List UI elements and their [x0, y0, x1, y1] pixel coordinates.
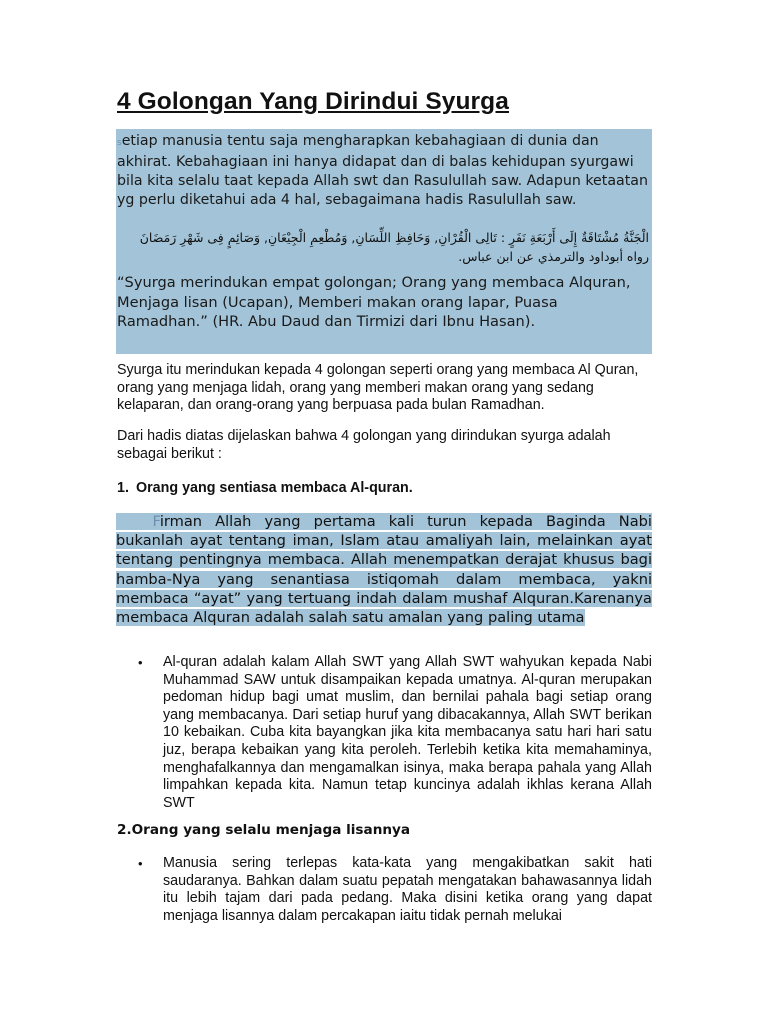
- firman-text: irman Allah yang pertama kali turun kepada Baginda Nabi bukanlah ayat tentang iman, Islam atau amaliyah lain, melainkan ayat tentang pentingnya membaca. Allah menempatkan derajat khusus bagi hamba-Nya yang senantiasa istiqomah dalam membaca, yakni membaca “ayat” yang tertuang indah dalam mushaf Alquran.Karenanya membaca Alquran adalah salah satu amalan yang paling utama: [116, 513, 652, 627]
- intro-text: etiap manusia tentu saja mengharapkan kebahagiaan di dunia dan akhirat. Kebahagiaan ini hanya didapat dan di balas kehidupan syurgawi bila kita selalu taat kepada Allah swt dan Rasulullah saw. Adapun ketaatan yg perlu diketahui ada 4 hal, sebagaimana hadis Rasulullah saw.: [117, 133, 648, 208]
- bullet-icon: •: [138, 856, 143, 871]
- firman-paragraph: [116, 512, 652, 627]
- list-item-text: Manusia sering terlepas kata-kata yang mengakibatkan sakit hati saudaranya. Bahkan dalam suatu pepatah mengatakan bahawasannya lidah itu lebih tajam dari pada pedang. Maka disini ketika orang yang dapat menjaga lisannya dalam percakapan iaitu tidak pernah melukai: [163, 855, 652, 924]
- list-item-text: Al-quran adalah kalam Allah SWT yang Allah SWT wahyukan kepada Nabi Muhammad SAW untuk disampaikan kepada umatnya. Al-quran merupakan pedoman hidup bagi umat muslim, dan bernilai pahala bagi setiap orang yang membacanya. Dari setiap huruf yang dibacakannya, Allah SWT berikan 10 kebaikan. Cuba kita bayangkan jika kita membacanya satu hari hari satu juz, berapa kebaikan yang kita peroleh. Terlebih ketika kita memahaminya, menghafalkannya dan mengamalkan isinya, maka berapa pahala yang Allah limpahkan kepada kita. Namun tetap kuncinya adalah ikhlas kerana Allah SWT: [163, 654, 652, 811]
- section-heading-1: [117, 480, 413, 496]
- list-item: [138, 855, 652, 925]
- body-paragraph-2: Dari hadis diatas dijelaskan bahwa 4 golongan yang dirindukan syurga adalah sebagai berikut :: [117, 428, 611, 462]
- section-heading-text: Orang yang sentiasa membaca Al-quran.: [136, 480, 413, 496]
- firman-drop-letter: F: [152, 513, 160, 530]
- bullet-icon: •: [138, 655, 143, 670]
- firman-highlight: [116, 513, 652, 626]
- intro-drop-letter: s: [117, 138, 122, 148]
- arabic-narrator-line: رواه أبوداود والترمذي عن ابن عباس.: [458, 249, 649, 264]
- hadith-translation-quote: “Syurga merindukan empat golongan; Orang yang membaca Alquran, Menjaga lisan (Ucapan), Memberi makan orang lapar, Puasa Ramadhan.” (HR. Abu Daud dan Tirmizi dari Ibnu Hasan).: [117, 274, 631, 330]
- section-number: 1.: [117, 480, 129, 496]
- section-heading-2: 2.Orang yang selalu menjaga lisannya: [117, 822, 411, 838]
- intro-paragraph: [117, 132, 651, 210]
- body-paragraph-1: Syurga itu merindukan kepada 4 golongan seperti orang yang membaca Al Quran, orang yang menjaga lidah, orang yang memberi makan orang yang sedang kelaparan, dan orang-orang yang berpuasa pada bulan Ramadhan.: [117, 362, 639, 414]
- arabic-hadith: [117, 228, 649, 266]
- page-title: 4 Golongan Yang Dirindui Syurga: [117, 88, 509, 115]
- list-item: [138, 654, 652, 812]
- arabic-hadith-line: الْجَنَّةُ مُشْتَاقَةٌ إِلَى أَرْبَعَةِ نَفَرٍ : تَالِى الْقُرْانِ, وَحَافِظِ اللِّسَانِ, وَمُطْعِمِ الْجِيْعَانِ, وَصَائِمٍ فِى شَهْرِ رَمَضَانَ: [139, 230, 649, 245]
